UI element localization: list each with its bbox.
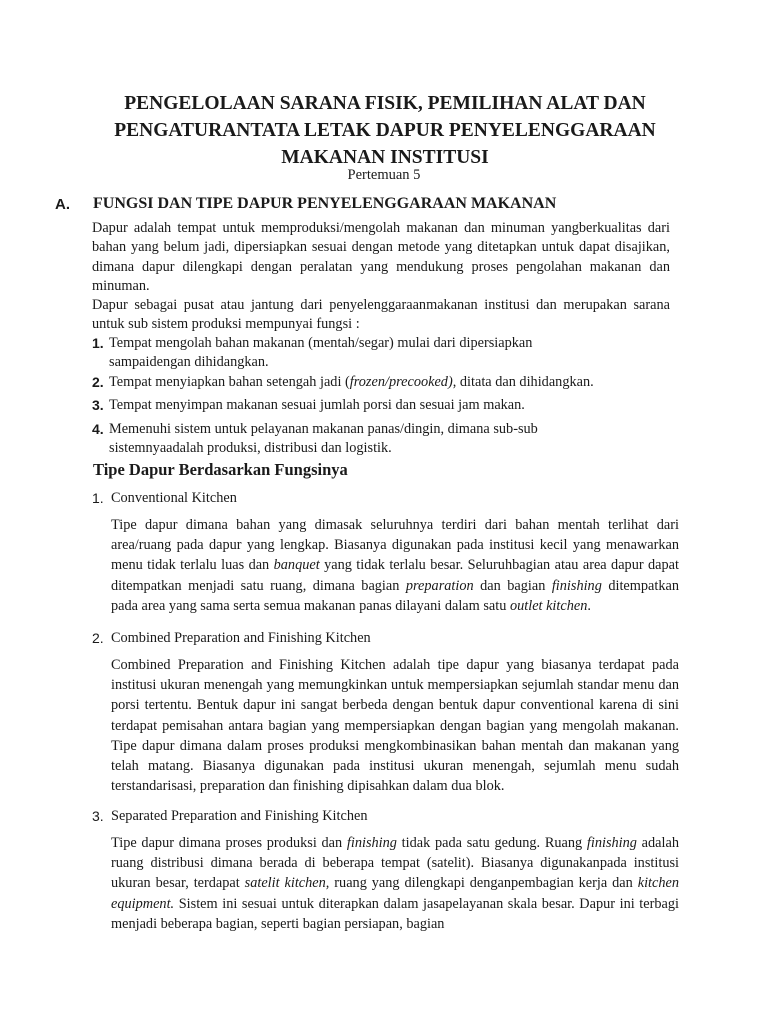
kitchen-type-description: Combined Preparation and Finishing Kitchen adalah tipe dapur yang biasanya terdapat pada institusi ukuran menengah yang memungkinkan untuk mempersiapkan sejumlah standar menu dan porsi tertentu. Bentuk dapur ini sangat berbeda dengan bentuk dapur conventional karena di sini terdapat pemisahan antara bagian yang mempersiapkan dengan bagian yang mengolah makanan. Tipe dapur dimana dalam proses produksi mengkombinasikan bahan mentah dan makanan yang telah matang. Biasanya digunakan pada institusi ukuran menengah, sejumlah menu sudah terstandarisasi, preparation dan finishing dipisahkan dalam dua blok.: [111, 657, 679, 795]
paragraph-definition: Dapur adalah tempat untuk memproduksi/mengolah makanan dan minuman yangberkualitas dari bahan yang belum jadi, dipersiapkan sesuai dengan metode yang ditetapkan untuk dapat disajikan, dimana dapur dilengkapi dengan peralatan yang mendukung proses pengolahan makanan dan minuman.: [92, 220, 670, 294]
kitchen-type-description: Tipe dapur dimana bahan yang dimasak seluruhnya terdiri dari bahan mentah terlihat dari area/ruang pada dapur yang lengkap. Biasanya digunakan pada institusi kecil yang menawarkan menu tidak terlalu luas dan banquet yang tidak terlalu besar. Seluruhbagian atau area dapur dapat ditempatkan menjadi satu ruang, dimana bagian preparation dan bagian finishing ditempatkan pada area yang sama serta semua makanan panas dilayani dalam satu outlet kitchen.: [111, 517, 679, 614]
function-text: Tempat menyiapkan bahan setengah jadi (frozen/precooked), ditata dan dihidangkan.: [109, 374, 594, 390]
kitchen-type-name: Conventional Kitchen: [111, 490, 237, 506]
section-letter: A.: [55, 196, 70, 213]
kitchen-type-number: 3.: [92, 808, 104, 824]
function-number: 1.: [92, 335, 104, 351]
kitchen-type-name: Combined Preparation and Finishing Kitchen: [111, 630, 371, 646]
kitchen-type-number: 1.: [92, 490, 104, 506]
function-number: 2.: [92, 374, 104, 390]
section-heading: FUNGSI DAN TIPE DAPUR PENYELENGGARAAN MAKANAN: [93, 195, 557, 212]
title-line-3: MAKANAN INSTITUSI: [281, 147, 489, 168]
function-text: Memenuhi sistem untuk pelayanan makanan panas/dingin, dimana sub-sub sistemnyaadalah produksi, distribusi dan logistik.: [109, 421, 538, 457]
kitchen-types-heading: Tipe Dapur Berdasarkan Fungsinya: [93, 460, 348, 479]
meeting-label: Pertemuan 5: [347, 167, 421, 183]
kitchen-type-number: 2.: [92, 630, 104, 646]
kitchen-type-description: Tipe dapur dimana proses produksi dan finishing tidak pada satu gedung. Ruang finishing adalah ruang distribusi dimana berada di beberapa tempat (satelit). Biasanya digunakanpada institusi ukuran besar, terdapat satelit kitchen, ruang yang dilengkapi denganpembagian kerja dan kitchen equipment. Sistem ini sesuai untuk diterapkan dalam jasapelayanan skala besar. Dapur ini terbagi menjadi beberapa bagian, seperti bagian persiapan, bagian: [111, 835, 679, 932]
function-number: 4.: [92, 421, 104, 437]
document-title: [60, 90, 710, 171]
title-line-1: PENGELOLAAN SARANA FISIK, PEMILIHAN ALAT DAN: [124, 93, 646, 114]
function-number: 3.: [92, 397, 104, 413]
paragraph-functions-intro: Dapur sebagai pusat atau jantung dari penyelenggaraanmakanan institusi dan merupakan sarana untuk sub sistem produksi mempunyai fungsi :: [92, 297, 670, 333]
function-text: Tempat mengolah bahan makanan (mentah/segar) mulai dari dipersiapkan sampaidengan dihidangkan.: [109, 335, 533, 371]
kitchen-type-name: Separated Preparation and Finishing Kitchen: [111, 808, 368, 824]
title-line-2: PENGATURANTATA LETAK DAPUR PENYELENGGARAAN: [114, 120, 656, 141]
function-text: Tempat menyimpan makanan sesuai jumlah porsi dan sesuai jam makan.: [109, 397, 525, 413]
